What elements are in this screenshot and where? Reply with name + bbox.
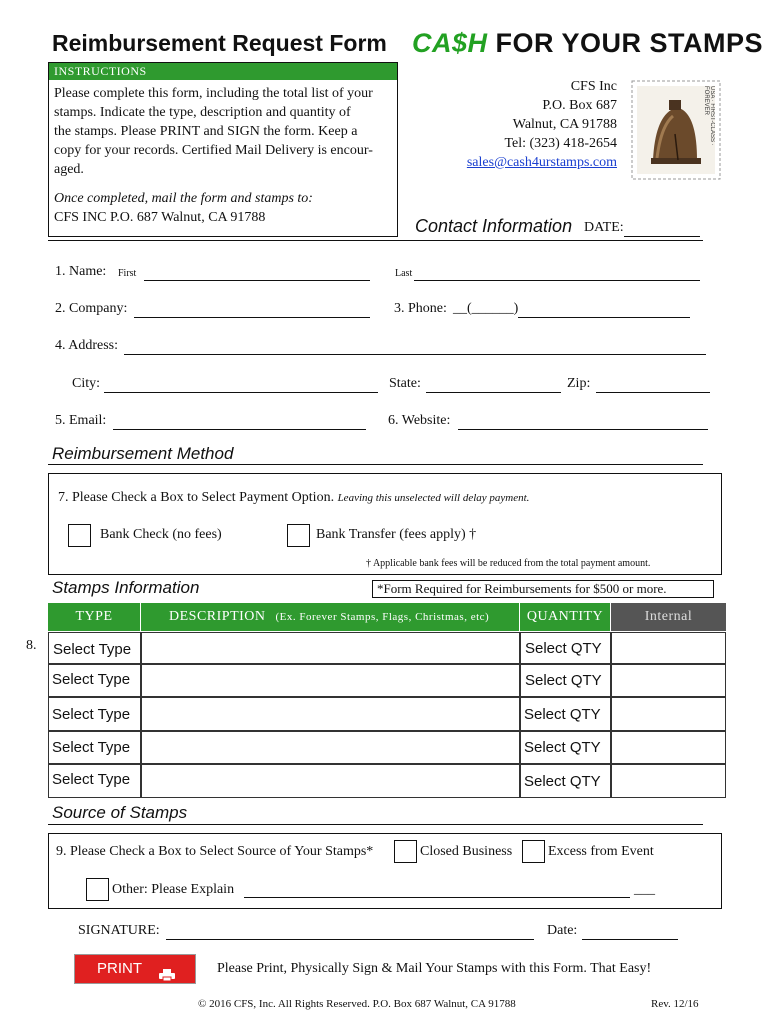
instructions-line: the stamps. Please PRINT and SIGN the form. Keep a	[54, 124, 358, 139]
instructions-line: copy for your records. Certified Mail Delivery is encour-	[54, 143, 373, 158]
reimbursement-divider	[48, 464, 703, 465]
instructions-text	[49, 80, 397, 227]
state-label: State:	[389, 376, 421, 391]
required-note: *Form Required for Reimbursements for $500 or more.	[372, 580, 714, 598]
company-field[interactable]	[134, 317, 370, 318]
contact-divider	[48, 240, 703, 241]
bank-check-label: Bank Check (no fees)	[100, 527, 222, 542]
city-label: City:	[72, 376, 101, 391]
signature-date-label: Date:	[547, 923, 578, 938]
other-label: Other: Please Explain	[112, 882, 235, 897]
type-select[interactable]	[48, 764, 141, 798]
website-field[interactable]	[458, 429, 708, 430]
form-title: Reimbursement Request Form	[52, 30, 387, 56]
footer-copyright: © 2016 CFS, Inc. All Rights Reserved. P.O. Box 687 Walnut, CA 91788	[198, 998, 516, 1010]
signature-date-field[interactable]	[582, 939, 678, 940]
date-field[interactable]	[624, 236, 700, 237]
name-label: 1. Name:	[55, 264, 107, 279]
type-select[interactable]	[48, 664, 141, 697]
stamps-heading: Stamps Information	[52, 578, 200, 597]
reimbursement-heading: Reimbursement Method	[52, 444, 234, 463]
first-name-field[interactable]	[144, 280, 370, 281]
source-heading: Source of Stamps	[52, 803, 188, 822]
col-qty-header: QUANTITY	[520, 603, 610, 631]
internal-cell	[611, 664, 726, 697]
description-field[interactable]	[141, 731, 520, 764]
first-label: First	[118, 268, 137, 279]
qty-select[interactable]	[520, 764, 611, 798]
qty-select-value: Select QTY	[524, 739, 601, 756]
internal-cell	[611, 697, 726, 731]
excess-event-label: Excess from Event	[548, 844, 654, 859]
description-field[interactable]	[141, 764, 520, 798]
liberty-bell-stamp	[631, 80, 721, 180]
instructions-heading: INSTRUCTIONS	[49, 63, 397, 80]
qty-select-value: Select QTY	[525, 640, 602, 657]
email-label: 5. Email:	[55, 413, 107, 428]
printer-icon	[159, 963, 175, 975]
closed-business-label: Closed Business	[420, 844, 513, 859]
other-explain-field[interactable]	[244, 897, 630, 898]
type-select[interactable]	[48, 632, 141, 664]
company-address	[420, 77, 617, 172]
source-question: 9. Please Check a Box to Select Source of Your Stamps*	[56, 844, 374, 859]
internal-cell	[611, 731, 726, 764]
company-city: Walnut, CA 91788	[512, 117, 617, 132]
source-divider	[48, 824, 703, 825]
instructions-line: stamps. Indicate the type, description and quantity of	[54, 105, 351, 120]
excess-event-checkbox[interactable]	[522, 840, 545, 863]
type-select[interactable]	[48, 697, 141, 731]
type-select-value: Select Type	[52, 739, 131, 756]
brand-logo	[412, 28, 763, 59]
bank-transfer-label: Bank Transfer (fees apply) †	[316, 527, 477, 542]
col-type-header: TYPE	[48, 603, 140, 631]
address-field[interactable]	[124, 354, 706, 355]
type-select-value: Select Type	[53, 641, 132, 658]
logo-tagline: FOR YOUR STAMPS	[495, 28, 764, 58]
other-tail: ___	[634, 882, 655, 897]
col-desc-title: DESCRIPTION	[169, 609, 266, 624]
company-name: CFS Inc	[570, 79, 617, 94]
qty-select-value: Select QTY	[525, 672, 602, 689]
company-label: 2. Company:	[55, 301, 128, 316]
last-name-field[interactable]	[414, 280, 700, 281]
qty-select[interactable]	[520, 697, 611, 731]
phone-mask: __(______)	[453, 301, 519, 316]
mail-to-title: Once completed, mail the form and stamps to:	[54, 191, 313, 206]
row-number: 8.	[26, 638, 37, 653]
address-label: 4. Address:	[55, 338, 118, 353]
description-field[interactable]	[141, 697, 520, 731]
print-button[interactable]	[74, 954, 196, 984]
company-tel: Tel: (323) 418-2654	[504, 136, 617, 151]
payment-question	[58, 490, 529, 506]
qty-select[interactable]	[520, 664, 611, 697]
internal-cell	[611, 632, 726, 664]
qty-select-value: Select QTY	[524, 706, 601, 723]
bank-check-checkbox[interactable]	[68, 524, 91, 547]
signature-field[interactable]	[166, 939, 534, 940]
last-label: Last	[395, 268, 413, 279]
type-select[interactable]	[48, 731, 141, 764]
payment-question-text: 7. Please Check a Box to Select Payment Option.	[58, 490, 335, 505]
type-select-value: Select Type	[52, 671, 131, 688]
payment-note: Leaving this unselected will delay payment.	[337, 492, 530, 504]
qty-select[interactable]	[520, 632, 611, 664]
other-checkbox[interactable]	[86, 878, 109, 901]
description-field[interactable]	[141, 632, 520, 664]
email-field[interactable]	[113, 429, 366, 430]
instructions-line: Please complete this form, including the total list of your	[54, 86, 373, 101]
website-label: 6. Website:	[388, 413, 451, 428]
mail-to-address: CFS INC P.O. 687 Walnut, CA 91788	[54, 210, 266, 225]
type-select-value: Select Type	[52, 771, 131, 788]
bank-transfer-checkbox[interactable]	[287, 524, 310, 547]
phone-label: 3. Phone:	[394, 301, 447, 316]
contact-heading: Contact Information	[415, 216, 573, 236]
footer-revision: Rev. 12/16	[651, 998, 699, 1010]
company-po: P.O. Box 687	[542, 98, 617, 113]
stamp-text: USA · FIRST-CLASS · FOREVER	[703, 86, 715, 146]
print-button-label: PRINT	[97, 960, 142, 977]
print-message: Please Print, Physically Sign & Mail Your Stamps with this Form. That Easy!	[217, 961, 652, 976]
qty-select-value: Select QTY	[524, 773, 601, 790]
bank-fee-footnote: † Applicable bank fees will be reduced from the total payment amount.	[366, 558, 651, 569]
city-field[interactable]	[104, 392, 378, 393]
description-field[interactable]	[141, 664, 520, 697]
logo-cash: CA$H	[412, 28, 488, 58]
date-label: DATE:	[584, 220, 624, 235]
state-field[interactable]	[426, 392, 561, 393]
col-internal-header: Internal	[611, 603, 726, 631]
phone-field[interactable]	[518, 317, 690, 318]
zip-label: Zip:	[567, 376, 591, 391]
instructions-panel	[48, 62, 398, 237]
qty-select[interactable]	[520, 731, 611, 764]
zip-field[interactable]	[596, 392, 710, 393]
col-desc-header	[141, 603, 519, 631]
instructions-line: aged.	[54, 162, 84, 177]
closed-business-checkbox[interactable]	[394, 840, 417, 863]
signature-label: SIGNATURE:	[78, 923, 160, 938]
col-desc-hint: (Ex. Forever Stamps, Flags, Christmas, etc)	[275, 611, 490, 623]
company-email-link[interactable]: sales@cash4urstamps.com	[466, 155, 617, 170]
internal-cell	[611, 764, 726, 798]
type-select-value: Select Type	[52, 706, 131, 723]
